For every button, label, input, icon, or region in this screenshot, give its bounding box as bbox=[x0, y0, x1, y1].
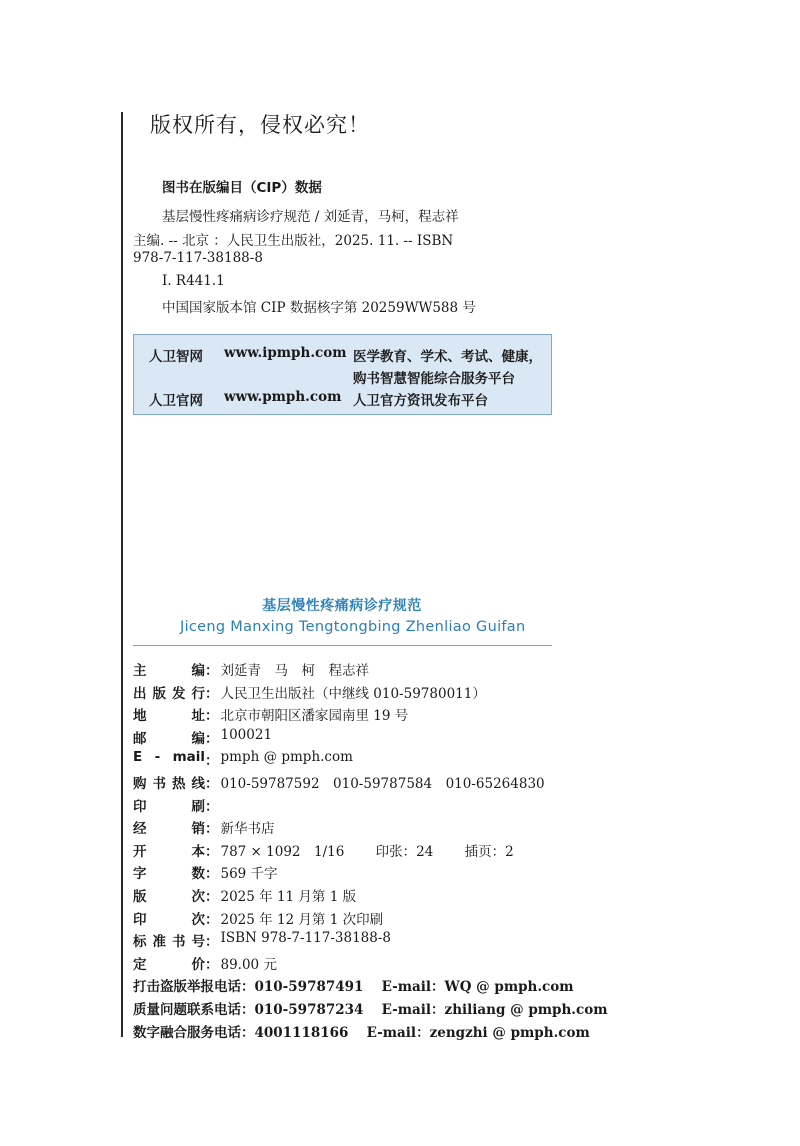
detail-key: 购 书 热 线 bbox=[133, 776, 205, 792]
detail-value: 北京市朝阳区潘家园南里 19 号 bbox=[220, 708, 409, 725]
cip-heading: 图书在版编目（CIP）数据 bbox=[162, 180, 322, 196]
detail-key: 地 址 bbox=[133, 708, 205, 725]
detail-key: 字 数 bbox=[133, 866, 205, 883]
detail-value: 100021 bbox=[220, 726, 273, 743]
book-title-pinyin: Jiceng Manxing Tengtongbing Zhenliao Guifan bbox=[180, 619, 526, 635]
detail-key: E - mail bbox=[133, 749, 205, 766]
detail-key: 出 版 发 行 bbox=[133, 685, 205, 702]
detail-key: 标 准 书 号 bbox=[133, 934, 205, 951]
detail-row: 标 准 书 号 ： ISBN 978-7-117-38188-8 bbox=[133, 930, 392, 951]
title-divider bbox=[133, 645, 552, 646]
detail-key: 印 刷 bbox=[133, 798, 205, 815]
detail-value: 89.00 元 bbox=[220, 956, 277, 973]
detail-value: ISBN 978-7-117-38188-8 bbox=[220, 930, 392, 947]
contact-line: 质量问题联系电话：010-59787234 E-mail：zhiliang @ pmph.com bbox=[133, 1002, 608, 1018]
platform-desc: 医学教育、学术、考试、健康， bbox=[353, 349, 542, 365]
contact-line: 打击盗版举报电话：010-59787491 E-mail：WQ @ pmph.com bbox=[133, 979, 574, 995]
detail-value: 569 千字 bbox=[220, 866, 278, 883]
left-margin-rule bbox=[121, 112, 123, 1037]
detail-key: 定 价 bbox=[133, 956, 205, 973]
cip-line: 主编. -- 北京 ：人民卫生出版社，2025. 11. -- ISBN bbox=[133, 233, 454, 249]
detail-row: 开 本 ： 787 × 1092 1/16 印张：24 插页：2 bbox=[133, 840, 514, 860]
platform-desc: 人卫官方资讯发布平台 bbox=[353, 393, 488, 409]
detail-value: 2025 年 11 月第 1 版 bbox=[220, 889, 357, 905]
detail-row: 字 数 ： 569 千字 bbox=[133, 862, 278, 882]
detail-key: 版 次 bbox=[133, 889, 205, 905]
detail-row: 印 刷 ： bbox=[133, 795, 221, 815]
detail-row: 版 次 ： 2025 年 11 月第 1 版 bbox=[133, 885, 356, 905]
detail-row: 地 址 ： 北京市朝阳区潘家园南里 19 号 bbox=[133, 704, 408, 724]
detail-row: 邮 编 ： 100021 bbox=[133, 726, 273, 747]
platform-url[interactable]: www.ipmph.com bbox=[224, 345, 347, 361]
detail-value: 787 × 1092 1/16 印张：24 插页：2 bbox=[220, 843, 514, 860]
detail-key: 开 本 bbox=[133, 843, 205, 860]
detail-row: 购 书 热 线 ： 010-59787592 010-59787584 010-65264830 bbox=[133, 772, 545, 792]
platform-label: 人卫智网 bbox=[149, 349, 203, 365]
detail-key: 主 编 bbox=[133, 663, 205, 679]
detail-row: 主 编 ： 刘延青 马 柯 程志祥 bbox=[133, 659, 369, 679]
detail-row: 出 版 发 行 ： 人民卫生出版社（中继线 010-59780011） bbox=[133, 682, 486, 702]
cip-line: 中国国家版本馆 CIP 数据核字第 20259WW588 号 bbox=[162, 300, 476, 316]
contact-line: 数字融合服务电话：4001118166 E-mail：zengzhi @ pmph.com bbox=[133, 1025, 590, 1041]
copyright-notice: 版权所有，侵权必究！ bbox=[150, 113, 370, 137]
detail-key: 经 销 bbox=[133, 821, 205, 838]
platform-desc: 购书智慧智能综合服务平台 bbox=[353, 371, 515, 387]
cip-line: Ⅰ. R441.1 bbox=[162, 273, 225, 289]
detail-row: 经 销 ： 新华书店 bbox=[133, 817, 275, 837]
detail-value: pmph @ pmph.com bbox=[220, 749, 353, 766]
detail-value: 新华书店 bbox=[220, 821, 275, 838]
detail-value: 人民卫生出版社（中继线 010-59780011） bbox=[220, 685, 486, 702]
platform-label: 人卫官网 bbox=[149, 393, 203, 409]
platform-box bbox=[133, 334, 552, 415]
detail-row: E - mail ： pmph @ pmph.com bbox=[133, 749, 353, 770]
detail-value: 010-59787592 010-59787584 010-65264830 bbox=[220, 776, 545, 792]
detail-row: 定 价 ： 89.00 元 bbox=[133, 953, 277, 973]
cip-line: 978-7-117-38188-8 bbox=[133, 250, 263, 266]
detail-key: 印 次 bbox=[133, 911, 205, 928]
detail-value: 刘延青 马 柯 程志祥 bbox=[220, 663, 369, 679]
detail-value: 2025 年 12 月第 1 次印刷 bbox=[220, 911, 384, 928]
book-title: 基层慢性疼痛病诊疗规范 bbox=[262, 598, 422, 614]
detail-row: 印 次 ： 2025 年 12 月第 1 次印刷 bbox=[133, 908, 383, 928]
detail-key: 邮 编 bbox=[133, 730, 205, 747]
cip-line: 基层慢性疼痛病诊疗规范 / 刘延青，马柯，程志祥 bbox=[162, 209, 459, 225]
platform-url[interactable]: www.pmph.com bbox=[224, 389, 342, 405]
